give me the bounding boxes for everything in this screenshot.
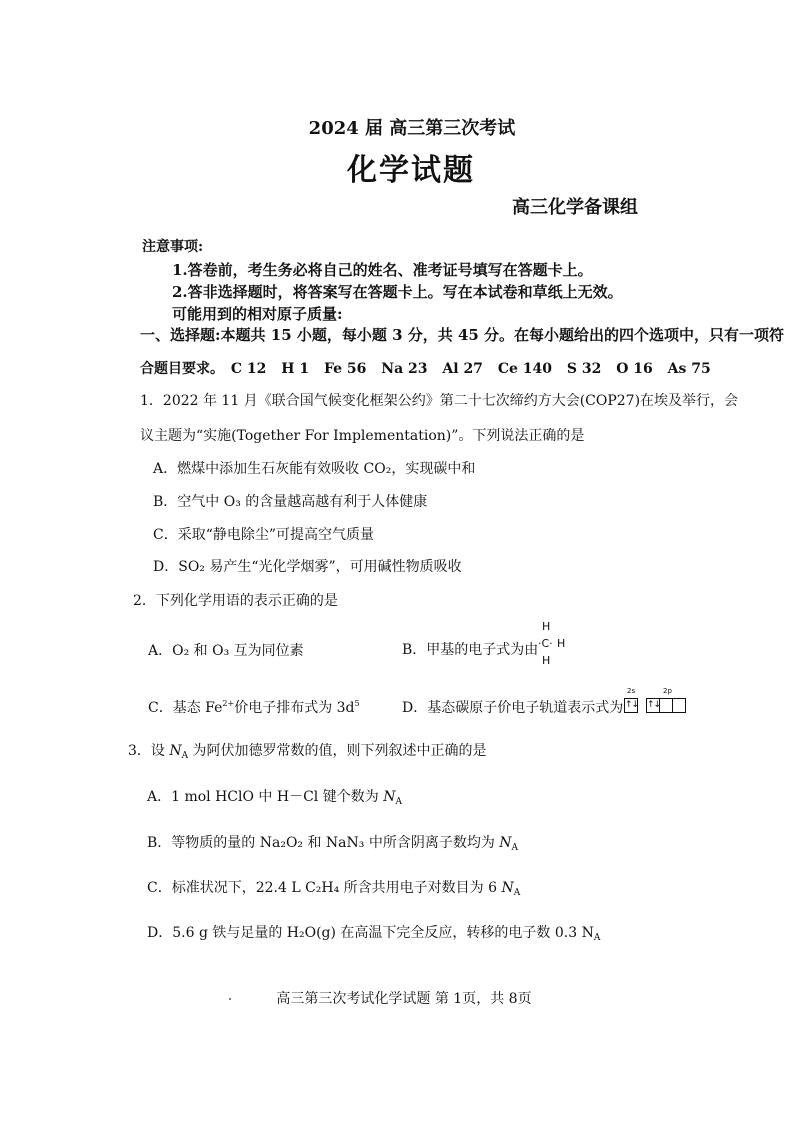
avogadro-symbol: N (169, 743, 182, 759)
fe-charge: 2+ (222, 699, 235, 708)
methyl-h-right: H (557, 637, 566, 650)
q3-stem-suffix: 为阿伏加德罗常数的值，则下列叙述中正确的是 (188, 743, 487, 759)
q3-option-d (147, 922, 600, 943)
q1-option-b: B．空气中 O₃ 的含量越高越有利于人体健康 (153, 494, 428, 510)
avogadro-subscript: A (181, 751, 189, 761)
avogadro-symbol: N (383, 789, 396, 805)
q3-option-a (147, 786, 402, 807)
orbital-label-2p: 2p (663, 687, 672, 695)
q3-option-c (147, 877, 520, 898)
avogadro-symbol: N (501, 880, 514, 896)
section-requirement: 合题目要求。 (140, 361, 224, 377)
methyl-electron-formula (538, 620, 568, 670)
avogadro-subscript: A (395, 797, 402, 807)
atomic-mass: As 75 (667, 361, 711, 377)
q1-option-a: A．燃煤中添加生石灰能有效吸收 CO₂，实现碳中和 (153, 461, 476, 477)
d-electron-count: 5 (354, 699, 360, 708)
section-instructions-line2 (140, 358, 721, 378)
q2-option-c-prefix: C．基态 Fe (148, 700, 223, 716)
atomic-mass: Na 23 (381, 361, 428, 377)
q2-option-d: D．基态碳原子价电子轨道表示式为 (402, 700, 624, 716)
avogadro-symbol: N (581, 925, 594, 941)
note-item-1: 1.答卷前，考生务必将自己的姓名、准考证号填写在答题卡上。 (172, 261, 593, 279)
page-footer: 高三第三次考试化学试题 第 1页，共 8页 (276, 991, 532, 1007)
q2-option-c (148, 697, 360, 717)
q1-option-d: D．SO₂ 易产生“光化学烟雾”，可用碱性物质吸收 (153, 559, 462, 575)
carbon-orbital-diagram (623, 687, 693, 719)
avogadro-subscript: A (511, 843, 519, 853)
scan-speck (229, 998, 231, 1000)
q3-stem-prefix: 3．设 (128, 743, 170, 759)
methyl-h-top: H (542, 620, 551, 633)
atomic-mass: C 12 (230, 361, 267, 377)
q3-option-b (147, 832, 518, 853)
q3-option-b-text: B．等物质的量的 Na₂O₂ 和 NaN₃ 中所含阴离子数均为 (147, 835, 500, 851)
avogadro-subscript: A (513, 888, 521, 898)
avogadro-subscript: A (593, 933, 601, 943)
q2-option-a: A．O₂ 和 O₃ 互为同位素 (148, 643, 304, 659)
atomic-mass: Ce 140 (497, 361, 552, 377)
methyl-carbon: ·C· (538, 637, 553, 650)
section-instructions-line1: 一、选择题:本题共 15 小题，每小题 3 分，共 45 分。在每小题给出的四个选项中，只有一项符 (140, 326, 785, 344)
q2-option-c-mid: 价电子排布式为 3d (234, 700, 355, 716)
q2-stem: 2．下列化学用语的表示正确的是 (133, 593, 338, 609)
q3-option-d-text: D．5.6 g 铁与足量的 H₂O(g) 在高温下完全反应，转移的电子数 0.3 (147, 925, 582, 941)
q3-option-c-text: C．标准状况下，22.4 L C₂H₄ 所含共用电子对数目为 6 (147, 880, 502, 896)
page-title: 化学试题 (347, 153, 475, 188)
orbital-label-2s: 2s (627, 687, 636, 695)
atomic-mass: S 32 (566, 361, 602, 377)
q1-stem-line1: 1．2022 年 11 月《联合国气候变化框架公约》第二十七次缔约方大会(COP27)在埃及举行，会 (140, 393, 739, 409)
notes-heading: 注意事项: (142, 239, 204, 255)
orbital-box-2p-3 (672, 698, 686, 713)
atomic-mass: Fe 56 (323, 361, 367, 377)
methyl-h-bottom: H (542, 654, 551, 667)
atomic-mass: Al 27 (442, 361, 483, 377)
q3-option-a-text: A．1 mol HClO 中 H－Cl 键个数为 (147, 789, 384, 805)
atomic-mass: H 1 (281, 361, 310, 377)
q3-stem (128, 740, 487, 761)
avogadro-symbol: N (499, 835, 512, 851)
note-item-2: 2.答非选择题时，将答案写在答题卡上。写在本试卷和草纸上无效。 (172, 283, 623, 301)
author-group: 高三化学备课组 (512, 197, 638, 218)
orbital-box-2p-1: ↑↓ (646, 698, 660, 713)
atomic-mass: O 16 (616, 361, 653, 377)
q2-option-b: B．甲基的电子式为由 (402, 642, 539, 658)
orbital-box-2p-2 (659, 698, 673, 713)
exam-year-line: 2024 届 高三第三次考试 (308, 118, 516, 139)
orbital-box-2s: ↑↓ (624, 698, 638, 713)
note-item-3: 可能用到的相对原子质量: (172, 305, 343, 323)
q1-option-c: C．采取“静电除尘”可提高空气质量 (153, 527, 375, 543)
q1-stem-line2: 议主题为“实施(Together For Implementation)”。下列说法正确的是 (140, 428, 585, 444)
